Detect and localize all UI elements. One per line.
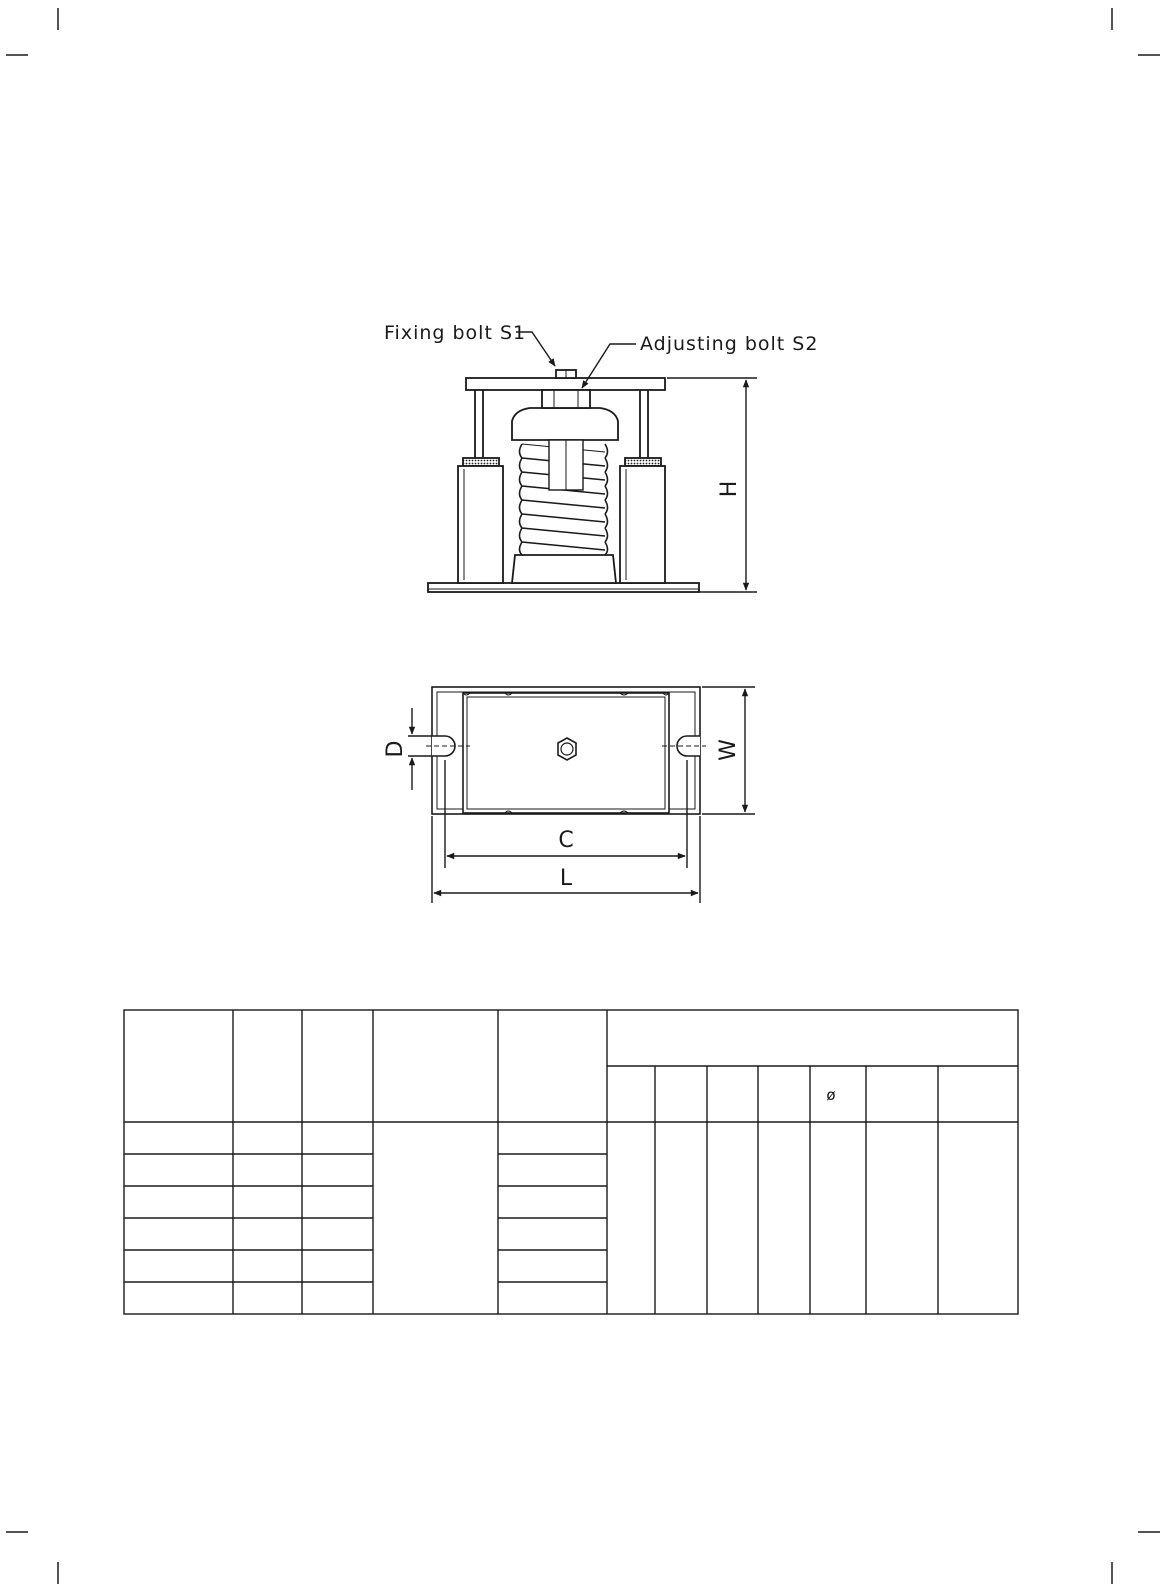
width-label: W [716,739,741,761]
hole-label: D [383,740,408,758]
length-label: L [559,866,573,891]
spec-table [124,1010,1018,1314]
plan-view [432,687,700,814]
hole-dimension [408,708,432,790]
front-view [428,370,699,592]
adjusting-bolt-label: Adjusting bolt S2 [640,333,819,355]
centers-label: C [558,828,574,853]
height-label: H [717,480,742,498]
diameter-symbol: ø [826,1086,836,1104]
height-dimension [667,378,757,592]
fixing-bolt-label: Fixing bolt S1 [384,322,527,344]
